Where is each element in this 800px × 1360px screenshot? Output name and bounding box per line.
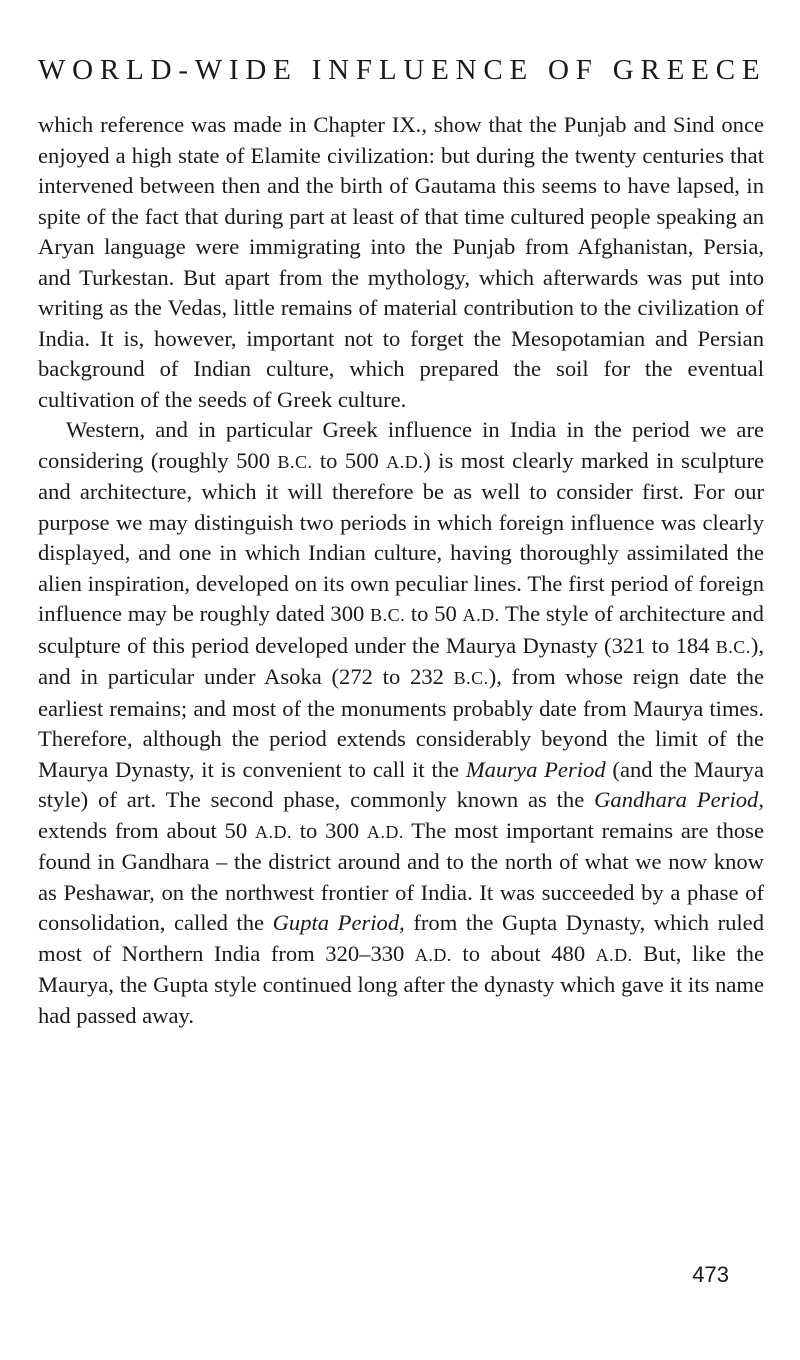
era-abbreviation: B.C.: [453, 668, 489, 688]
text-segment: ), from whose reign date the earliest remains; and most of the monuments probably date from Maurya times. Therefore, although the period extends considerably beyond the limit of the Maurya Dynasty, it is convenient to call it the: [38, 664, 764, 782]
text-segment: ), and in particular under Asoka (272 to 232: [38, 632, 764, 689]
era-abbreviation: B.C.: [370, 605, 406, 625]
text-segment: to 50: [405, 601, 463, 626]
paragraph-1: [38, 110, 764, 415]
text-segment: to 300: [291, 817, 367, 843]
body-text: [38, 110, 764, 1031]
period-name-maurya: Maurya Period: [465, 756, 606, 782]
text-segment: But, like the Maurya, the Gupta style continued long after the dynasty which gave it its name had passed away.: [38, 940, 764, 1028]
text-segment: (and the Maurya style) of art. The second phase, commonly known as the: [38, 756, 764, 812]
book-page: [38, 0, 767, 1360]
period-name-gupta: Gupta Period: [272, 910, 400, 935]
text-segment: The style of architecture and sculpture of this period developed under the Maurya Dynasty (321 to 184: [38, 601, 764, 658]
paragraph-2: [38, 415, 764, 1031]
era-abbreviation: A.D.: [462, 605, 500, 625]
era-abbreviation: A.D.: [414, 944, 452, 965]
era-abbreviation: A.D.: [366, 821, 404, 842]
era-abbreviation: B.C.: [277, 451, 313, 472]
text-segment: , extends from about 50: [38, 787, 764, 843]
era-abbreviation: B.C.: [715, 636, 751, 657]
text-segment: which reference was made in Chapter IX., show that the Punjab and Sind once enjoyed a high state of Elamite civilization: but during the twenty centuries that intervened between then and the birth of Gautama this seems to have lapsed, in spite of the fact that during part at least of that time cultured people speaking an Aryan language were immigrating into the Punjab from Afghanistan, Persia, and Turkestan. But apart from the mythology, which afterwards was put into writing as the Vedas, little remains of material contribution to the civilization of India. It is, however, important not to forget the Mesopotamian and Persian background of Indian culture, which prepared the soil for the eventual cultivation of the seeds of Greek culture.: [38, 112, 764, 412]
text-segment: , from the Gupta Dynasty, which ruled most of Northern India from 320–330: [38, 910, 765, 966]
era-abbreviation: A.D.: [595, 944, 633, 965]
text-segment: to 500: [312, 447, 387, 473]
text-segment: The most important remains are those found in Gandhara – the district around and to the north of what we now know as Peshawar, on the northwest frontier of India. It was succeeded by a phase of consolidation, called the: [38, 817, 764, 935]
text-segment: to about 480: [451, 940, 596, 966]
period-name-gandhara: Gandhara Period: [594, 787, 759, 812]
page-number: 473: [692, 1262, 729, 1287]
running-head: WORLD-WIDE INFLUENCE OF GREECE: [38, 54, 767, 86]
era-abbreviation: A.D.: [254, 821, 292, 842]
era-abbreviation: A.D.: [386, 451, 424, 472]
text-segment: Western, and in particular Greek influence in India in the period we are considering (roughly 500: [38, 417, 764, 473]
text-segment: ) is most clearly marked in sculpture and architecture, which it will therefore be as well to consider first. For our purpose we may distinguish two periods in which foreign influence was clearly displayed, and one in which Indian culture, having thoroughly assimilated the alien inspiration, developed on its own peculiar lines. The first period of foreign influence may be roughly dated 300: [38, 447, 764, 626]
